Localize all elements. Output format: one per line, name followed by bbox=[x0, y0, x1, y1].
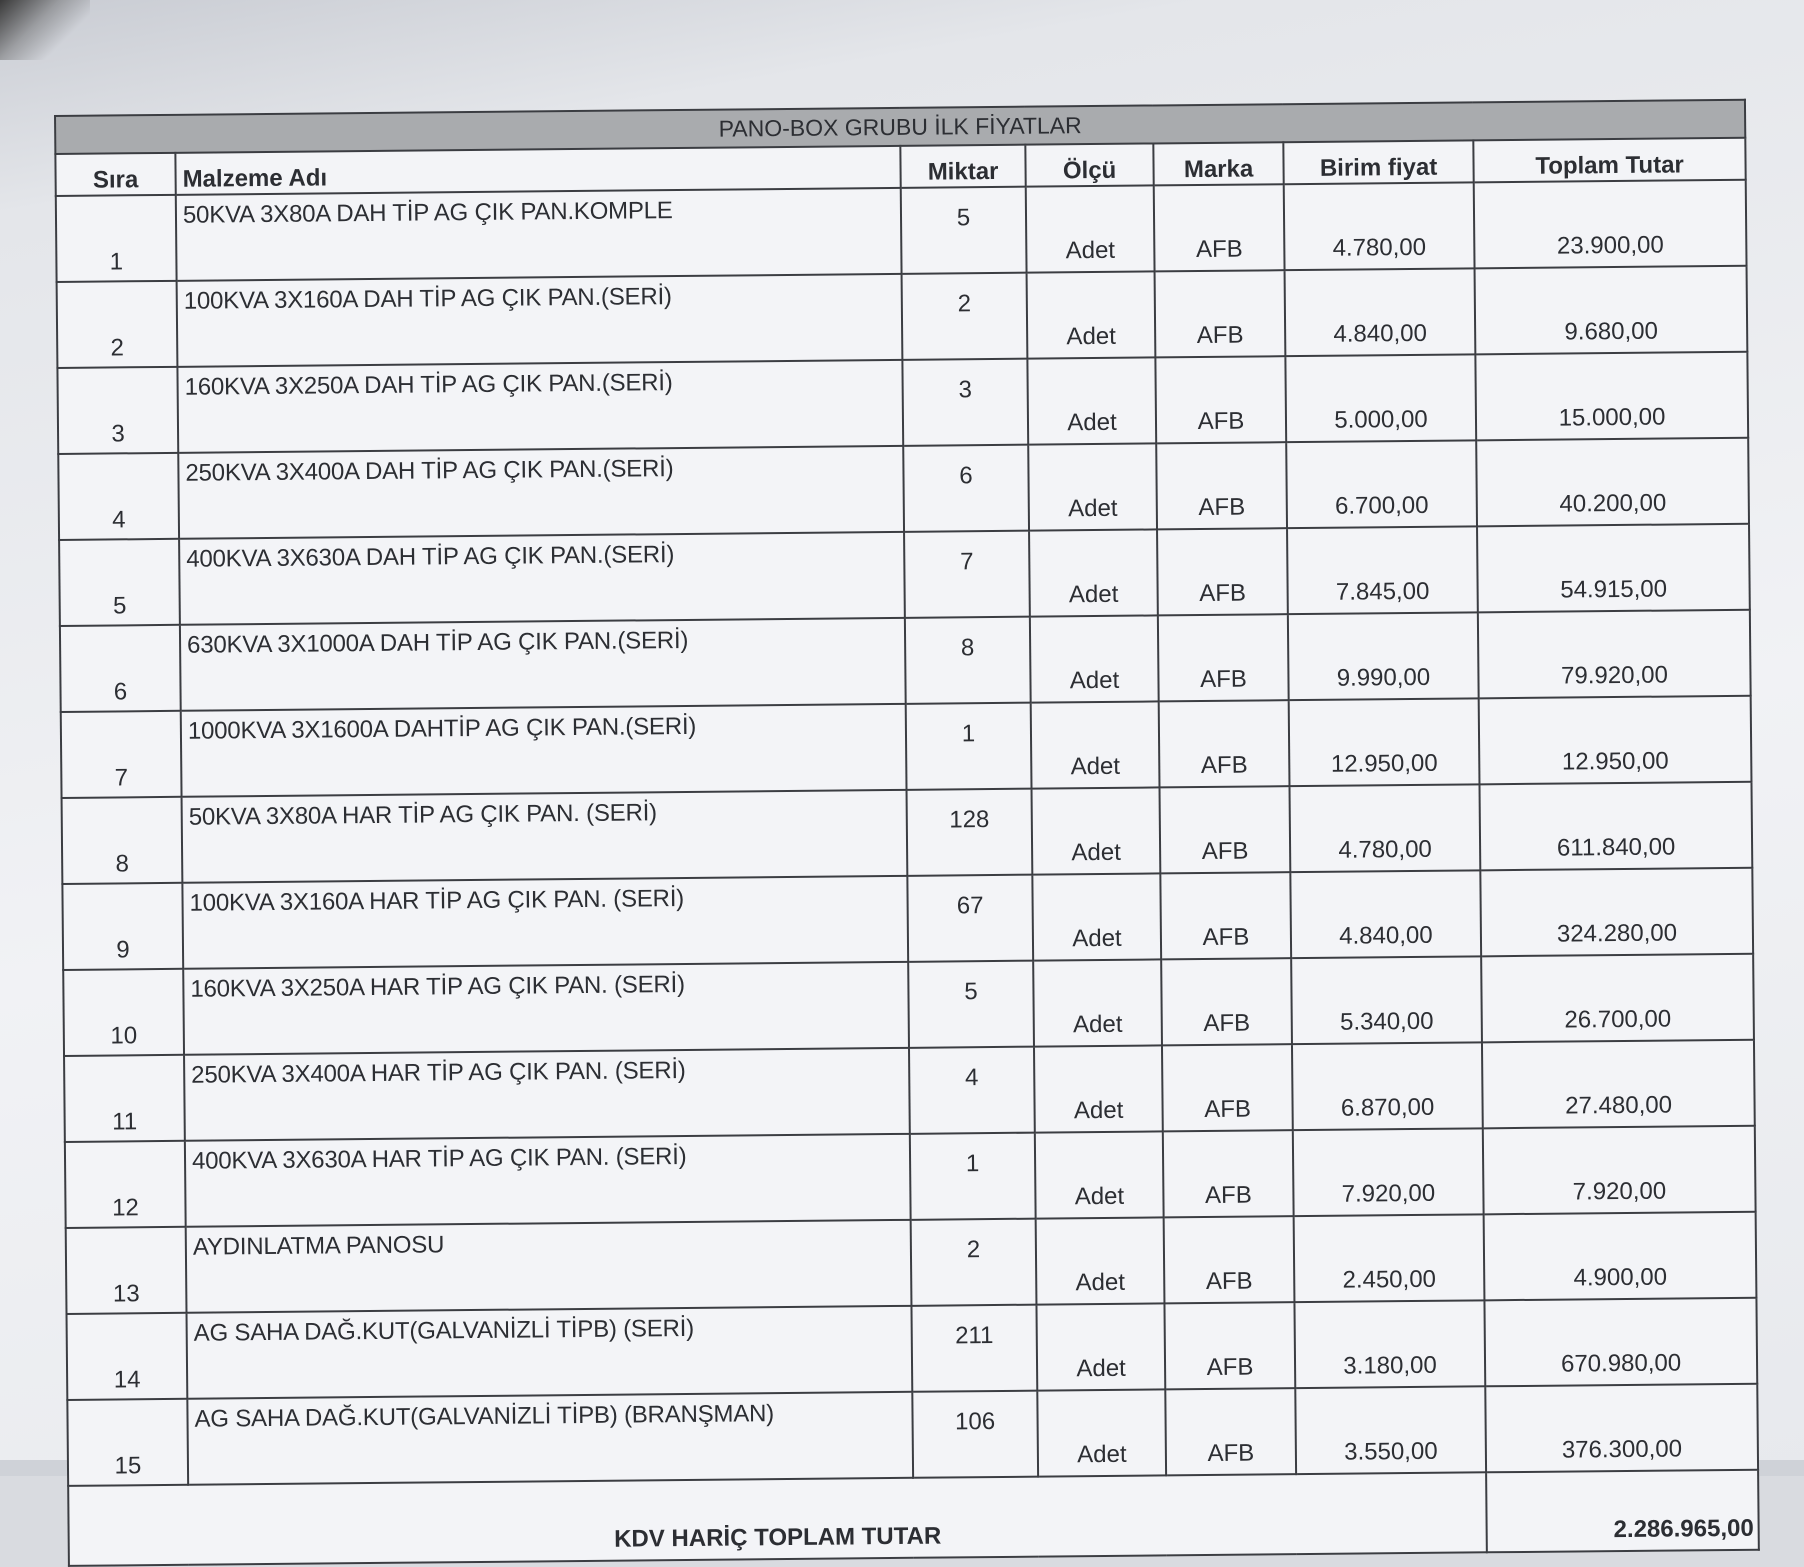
document-title: PANO-BOX GRUBU İLK FİYATLAR bbox=[55, 100, 1745, 154]
table-row bbox=[61, 696, 1752, 798]
unit-price-cell: 2.450,00 bbox=[1294, 1214, 1485, 1302]
table-row bbox=[62, 868, 1753, 970]
table-row bbox=[63, 954, 1754, 1056]
material-name-cell: 100KVA 3X160A DAH TİP AG ÇIK PAN.(SERİ) bbox=[177, 274, 903, 367]
unit-price-cell: 4.840,00 bbox=[1285, 268, 1476, 356]
unit-price-cell: 9.990,00 bbox=[1288, 612, 1479, 700]
header-no: Sıra bbox=[55, 153, 175, 196]
unit-cell: Adet bbox=[1037, 1389, 1166, 1476]
brand-cell: AFB bbox=[1164, 1302, 1295, 1389]
quantity-cell: 3 bbox=[902, 359, 1028, 446]
line-total-cell: 27.480,00 bbox=[1482, 1040, 1755, 1129]
row-number-cell: 10 bbox=[63, 969, 184, 1056]
row-number-cell: 6 bbox=[60, 625, 181, 712]
table-row bbox=[67, 1384, 1758, 1486]
quantity-cell: 4 bbox=[909, 1047, 1035, 1134]
header-total: Toplam Tutar bbox=[1473, 138, 1745, 183]
table-row bbox=[67, 1298, 1758, 1400]
material-name-cell: 250KVA 3X400A DAH TİP AG ÇIK PAN.(SERİ) bbox=[178, 446, 904, 539]
header-name: Malzeme Adı bbox=[175, 146, 900, 195]
unit-cell: Adet bbox=[1032, 873, 1161, 960]
brand-cell: AFB bbox=[1165, 1388, 1296, 1475]
table-row bbox=[62, 782, 1753, 884]
brand-cell: AFB bbox=[1160, 872, 1291, 959]
unit-cell: Adet bbox=[1031, 701, 1160, 788]
quantity-cell: 5 bbox=[908, 961, 1034, 1048]
line-total-cell: 376.300,00 bbox=[1485, 1384, 1758, 1473]
quantity-cell: 1 bbox=[906, 703, 1032, 790]
unit-cell: Adet bbox=[1026, 185, 1155, 272]
brand-cell: AFB bbox=[1155, 270, 1286, 357]
row-number-cell: 15 bbox=[67, 1399, 188, 1486]
row-number-cell: 1 bbox=[56, 195, 177, 282]
line-total-cell: 26.700,00 bbox=[1481, 954, 1754, 1043]
row-number-cell: 8 bbox=[62, 797, 183, 884]
unit-cell: Adet bbox=[1035, 1131, 1164, 1218]
unit-price-cell: 3.550,00 bbox=[1295, 1386, 1486, 1474]
material-name-cell: 1000KVA 3X1600A DAHTİP AG ÇIK PAN.(SERİ) bbox=[181, 704, 907, 797]
line-total-cell: 54.915,00 bbox=[1477, 524, 1750, 613]
table-row bbox=[57, 352, 1748, 454]
row-number-cell: 11 bbox=[64, 1055, 185, 1142]
header-unit: Ölçü bbox=[1025, 143, 1153, 186]
line-total-cell: 40.200,00 bbox=[1476, 438, 1749, 527]
quantity-cell: 2 bbox=[902, 273, 1028, 360]
material-name-cell: 160KVA 3X250A DAH TİP AG ÇIK PAN.(SERİ) bbox=[177, 360, 903, 453]
quantity-cell: 106 bbox=[912, 1391, 1038, 1478]
unit-price-cell: 7.920,00 bbox=[1293, 1128, 1484, 1216]
unit-cell: Adet bbox=[1029, 529, 1158, 616]
table-row bbox=[64, 1040, 1755, 1142]
line-total-cell: 12.950,00 bbox=[1479, 696, 1752, 785]
unit-price-cell: 5.340,00 bbox=[1291, 956, 1482, 1044]
unit-price-cell: 5.000,00 bbox=[1285, 354, 1476, 442]
line-total-cell: 23.900,00 bbox=[1474, 180, 1747, 269]
row-number-cell: 7 bbox=[61, 711, 182, 798]
brand-cell: AFB bbox=[1164, 1216, 1295, 1303]
header-qty: Miktar bbox=[900, 145, 1025, 188]
table-row bbox=[56, 180, 1747, 282]
line-total-cell: 15.000,00 bbox=[1475, 352, 1748, 441]
quantity-cell: 211 bbox=[911, 1305, 1037, 1392]
material-name-cell: 100KVA 3X160A HAR TİP AG ÇIK PAN. (SERİ) bbox=[182, 876, 908, 969]
quantity-cell: 7 bbox=[904, 531, 1030, 618]
material-name-cell: 400KVA 3X630A DAH TİP AG ÇIK PAN.(SERİ) bbox=[179, 532, 905, 625]
material-name-cell: 400KVA 3X630A HAR TİP AG ÇIK PAN. (SERİ) bbox=[185, 1134, 911, 1227]
quantity-cell: 6 bbox=[903, 445, 1029, 532]
quantity-cell: 8 bbox=[905, 617, 1031, 704]
unit-cell: Adet bbox=[1027, 357, 1156, 444]
brand-cell: AFB bbox=[1154, 184, 1285, 271]
material-name-cell: 50KVA 3X80A HAR TİP AG ÇIK PAN. (SERİ) bbox=[182, 790, 908, 883]
line-total-cell: 670.980,00 bbox=[1484, 1298, 1757, 1387]
row-number-cell: 13 bbox=[66, 1227, 187, 1314]
brand-cell: AFB bbox=[1156, 442, 1287, 529]
quantity-cell: 1 bbox=[910, 1133, 1036, 1220]
quantity-cell: 67 bbox=[907, 875, 1033, 962]
unit-cell: Adet bbox=[1036, 1303, 1165, 1390]
table-row bbox=[58, 438, 1749, 540]
unit-price-cell: 4.840,00 bbox=[1290, 870, 1481, 958]
line-total-cell: 324.280,00 bbox=[1480, 868, 1753, 957]
line-total-cell: 9.680,00 bbox=[1475, 266, 1748, 355]
quantity-cell: 5 bbox=[901, 187, 1027, 274]
quantity-cell: 2 bbox=[911, 1219, 1037, 1306]
line-total-cell: 79.920,00 bbox=[1478, 610, 1751, 699]
brand-cell: AFB bbox=[1155, 356, 1286, 443]
unit-cell: Adet bbox=[1030, 615, 1159, 702]
price-table bbox=[54, 99, 1760, 1567]
material-name-cell: 250KVA 3X400A HAR TİP AG ÇIK PAN. (SERİ) bbox=[184, 1048, 910, 1141]
unit-cell: Adet bbox=[1033, 959, 1162, 1046]
price-sheet bbox=[54, 99, 1758, 1567]
table-row bbox=[57, 266, 1748, 368]
material-name-cell: 160KVA 3X250A HAR TİP AG ÇIK PAN. (SERİ) bbox=[183, 962, 909, 1055]
header-unit-price: Birim fiyat bbox=[1283, 140, 1473, 184]
line-total-cell: 611.840,00 bbox=[1479, 782, 1752, 871]
unit-price-cell: 6.700,00 bbox=[1286, 440, 1477, 528]
material-name-cell: 50KVA 3X80A DAH TİP AG ÇIK PAN.KOMPLE bbox=[176, 188, 902, 281]
table-row bbox=[59, 524, 1750, 626]
unit-price-cell: 4.780,00 bbox=[1289, 784, 1480, 872]
unit-cell: Adet bbox=[1034, 1045, 1163, 1132]
unit-cell: Adet bbox=[1027, 271, 1156, 358]
unit-cell: Adet bbox=[1032, 787, 1161, 874]
grand-total-row bbox=[68, 1470, 1759, 1566]
table-body bbox=[56, 180, 1758, 1486]
brand-cell: AFB bbox=[1158, 614, 1289, 701]
header-brand: Marka bbox=[1153, 142, 1283, 185]
quantity-cell: 128 bbox=[907, 789, 1033, 876]
grand-total-value: 2.286.965,00 bbox=[1486, 1470, 1759, 1553]
unit-price-cell: 6.870,00 bbox=[1292, 1042, 1483, 1130]
row-number-cell: 2 bbox=[57, 281, 178, 368]
row-number-cell: 12 bbox=[65, 1141, 186, 1228]
grand-total-label: KDV HARİÇ TOPLAM TUTAR bbox=[68, 1472, 1487, 1566]
unit-price-cell: 12.950,00 bbox=[1289, 698, 1480, 786]
unit-cell: Adet bbox=[1036, 1217, 1165, 1304]
brand-cell: AFB bbox=[1163, 1130, 1294, 1217]
material-name-cell: AYDINLATMA PANOSU bbox=[186, 1220, 912, 1313]
row-number-cell: 5 bbox=[59, 539, 180, 626]
table-row bbox=[65, 1126, 1756, 1228]
line-total-cell: 4.900,00 bbox=[1484, 1212, 1757, 1301]
table-row bbox=[66, 1212, 1757, 1314]
material-name-cell: AG SAHA DAĞ.KUT(GALVANİZLİ TİPB) (SERİ) bbox=[187, 1306, 913, 1399]
unit-price-cell: 4.780,00 bbox=[1284, 182, 1475, 270]
unit-price-cell: 7.845,00 bbox=[1287, 526, 1478, 614]
table-row bbox=[60, 610, 1751, 712]
brand-cell: AFB bbox=[1159, 700, 1290, 787]
unit-cell: Adet bbox=[1028, 443, 1157, 530]
row-number-cell: 3 bbox=[57, 367, 178, 454]
row-number-cell: 14 bbox=[67, 1313, 188, 1400]
unit-price-cell: 3.180,00 bbox=[1294, 1300, 1485, 1388]
row-number-cell: 9 bbox=[62, 883, 183, 970]
material-name-cell: AG SAHA DAĞ.KUT(GALVANİZLİ TİPB) (BRANŞMAN) bbox=[187, 1392, 913, 1485]
corner-shadow bbox=[0, 0, 90, 60]
brand-cell: AFB bbox=[1162, 1044, 1293, 1131]
brand-cell: AFB bbox=[1161, 958, 1292, 1045]
line-total-cell: 7.920,00 bbox=[1483, 1126, 1756, 1215]
material-name-cell: 630KVA 3X1000A DAH TİP AG ÇIK PAN.(SERİ) bbox=[180, 618, 906, 711]
row-number-cell: 4 bbox=[58, 453, 179, 540]
brand-cell: AFB bbox=[1160, 786, 1291, 873]
brand-cell: AFB bbox=[1157, 528, 1288, 615]
